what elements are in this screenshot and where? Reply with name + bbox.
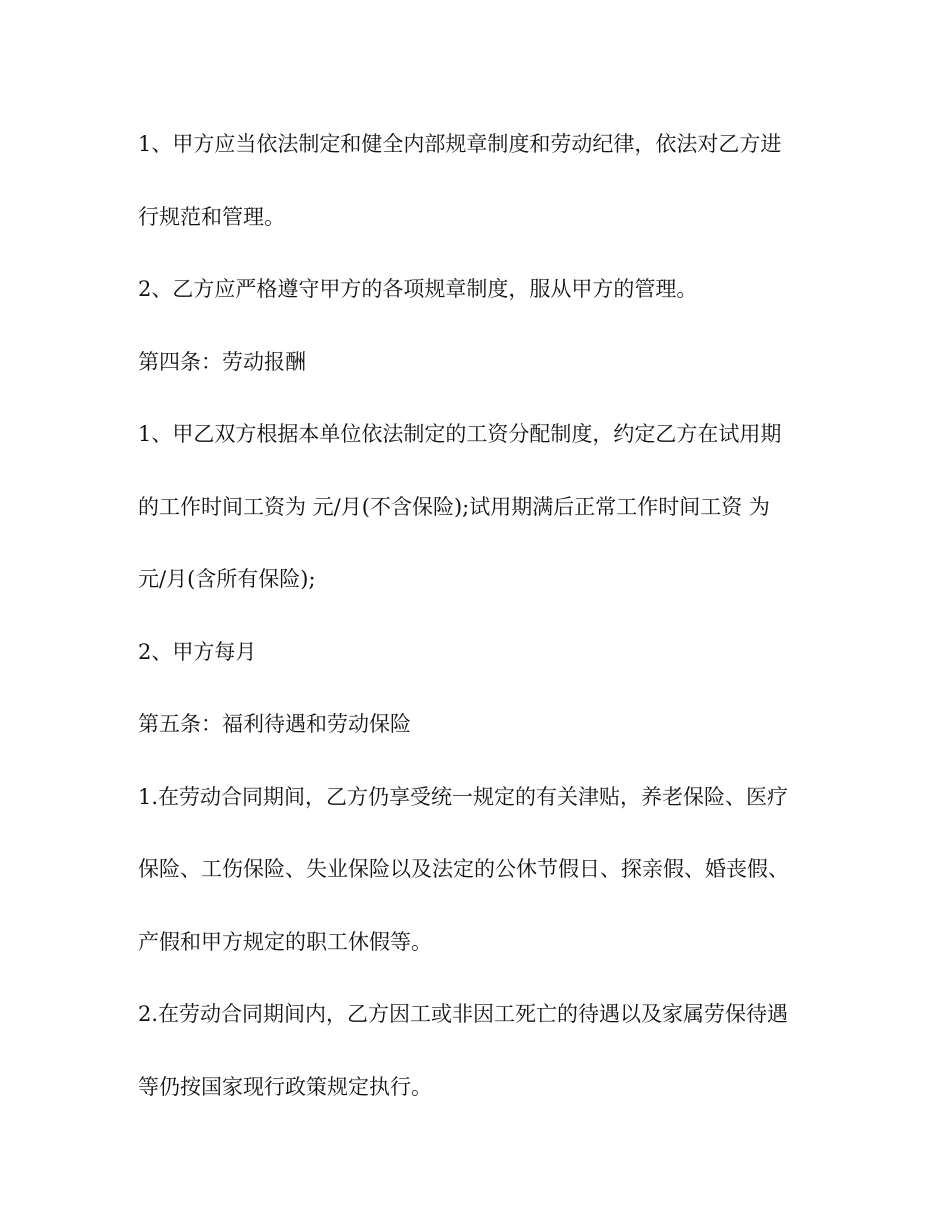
clause-text-line: 产假和甲方规定的职工休假等。 — [138, 929, 432, 954]
clause-text-line: 1.在劳动合同期间，乙方仍享受统一规定的有关津贴，养老保险、医疗 — [138, 784, 789, 809]
clause-text-line: 行规范和管理。 — [138, 204, 285, 229]
clause-text-line: 2.在劳动合同期间内，乙方因工或非因工死亡的待遇以及家属劳保待遇 — [138, 1002, 789, 1026]
clause-text-line: 2、甲方每月 — [138, 639, 257, 664]
clause-text-line: 等仍按国家现行政策规定执行。 — [138, 1074, 432, 1099]
clause-text-line: 2、乙方应严格遵守甲方的各项规章制度，服从甲方的管理。 — [138, 277, 698, 301]
document-body — [138, 108, 818, 1123]
clause-text-line: 1、甲乙双方根据本单位依法制定的工资分配制度，约定乙方在试用期 — [138, 422, 782, 446]
clause-text-line: 的工作时间工资为 元/月(不含保险);试用期满后正常工作时间工资 为 — [138, 494, 770, 519]
clause-text-line: 保险、工伤保险、失业保险以及法定的公休节假日、探亲假、婚丧假、 — [138, 857, 789, 881]
section-heading: 第四条：劳动报酬 — [138, 349, 306, 374]
section-heading: 第五条：福利待遇和劳动保险 — [138, 712, 411, 736]
clause-text-line: 元/月(含所有保险); — [138, 567, 316, 591]
clause-text-line: 1、甲方应当依法制定和健全内部规章制度和劳动纪律，依法对乙方进 — [138, 132, 782, 156]
